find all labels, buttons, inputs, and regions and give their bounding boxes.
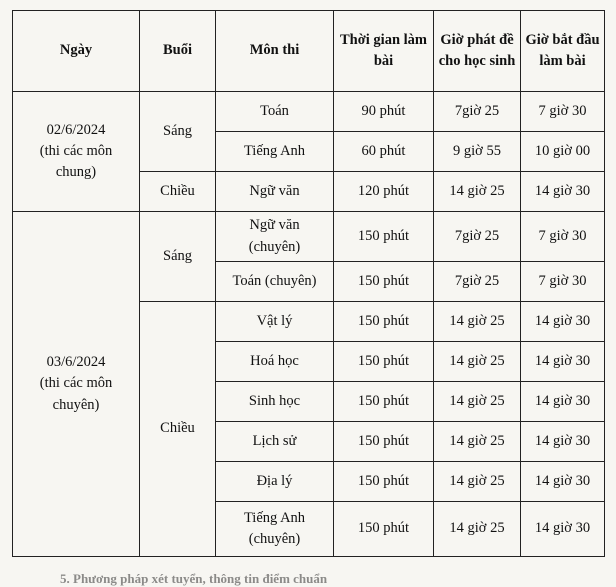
- subject-cell: Sinh học: [216, 382, 334, 422]
- start-cell: 14 giờ 30: [521, 502, 605, 557]
- subject-cell: Ngữ văn: [216, 172, 334, 212]
- start-cell: 14 giờ 30: [521, 462, 605, 502]
- distribute-cell: 14 giờ 25: [434, 462, 521, 502]
- session-cell: Sáng: [140, 92, 216, 172]
- header-date: Ngày: [13, 11, 140, 92]
- session-cell: Chiều: [140, 172, 216, 212]
- start-cell: 7 giờ 30: [521, 92, 605, 132]
- day-note: (thi các môn chuyên): [39, 375, 113, 413]
- duration-cell: 150 phút: [334, 342, 434, 382]
- distribute-cell: 14 giờ 25: [434, 302, 521, 342]
- session-cell: Sáng: [140, 212, 216, 302]
- start-cell: 14 giờ 30: [521, 302, 605, 342]
- distribute-cell: 14 giờ 25: [434, 422, 521, 462]
- header-session: Buổi: [140, 11, 216, 92]
- session-cell: Chiều: [140, 302, 216, 557]
- distribute-cell: 7giờ 25: [434, 262, 521, 302]
- day-date: 03/6/2024: [46, 354, 106, 371]
- day-date: 02/6/2024: [46, 121, 106, 138]
- header-duration: Thời gian làm bài: [334, 11, 434, 92]
- subject-cell: Hoá học: [216, 342, 334, 382]
- day-cell: [13, 212, 140, 557]
- duration-cell: 150 phút: [334, 262, 434, 302]
- distribute-cell: 14 giờ 25: [434, 342, 521, 382]
- subject-cell: Toán: [216, 92, 334, 132]
- day-cell: [13, 92, 140, 212]
- duration-cell: 120 phút: [334, 172, 434, 212]
- subject-cell: Vật lý: [216, 302, 334, 342]
- distribute-cell: 14 giờ 25: [434, 172, 521, 212]
- day-note: (thi các môn chung): [39, 142, 113, 180]
- duration-cell: 150 phút: [334, 212, 434, 262]
- duration-cell: 150 phút: [334, 302, 434, 342]
- start-cell: 14 giờ 30: [521, 422, 605, 462]
- header-distribute-time: Giờ phát đề cho học sinh: [434, 11, 521, 92]
- duration-cell: 150 phút: [334, 462, 434, 502]
- table-row: [13, 92, 605, 132]
- subject-cell: Lịch sử: [216, 422, 334, 462]
- subject-cell: Tiếng Anh: [216, 132, 334, 172]
- table-row: [13, 212, 605, 262]
- header-row: [13, 11, 605, 92]
- distribute-cell: 14 giờ 25: [434, 502, 521, 557]
- duration-cell: 90 phút: [334, 92, 434, 132]
- start-cell: 10 giờ 00: [521, 132, 605, 172]
- duration-cell: 60 phút: [334, 132, 434, 172]
- duration-cell: 150 phút: [334, 502, 434, 557]
- duration-cell: 150 phút: [334, 422, 434, 462]
- start-cell: 14 giờ 30: [521, 342, 605, 382]
- subject-cell: Tiếng Anh (chuyên): [216, 502, 334, 557]
- header-start-time: Giờ bắt đầu làm bài: [521, 11, 605, 92]
- distribute-cell: 7giờ 25: [434, 212, 521, 262]
- duration-cell: 150 phút: [334, 382, 434, 422]
- exam-schedule-table: [12, 10, 605, 557]
- footer-heading: 5. Phương pháp xét tuyển, thông tin điểm chuẩn: [60, 571, 328, 586]
- distribute-cell: 9 giờ 55: [434, 132, 521, 172]
- start-cell: 7 giờ 30: [521, 262, 605, 302]
- distribute-cell: 14 giờ 25: [434, 382, 521, 422]
- start-cell: 14 giờ 30: [521, 172, 605, 212]
- subject-cell: Địa lý: [216, 462, 334, 502]
- distribute-cell: 7giờ 25: [434, 92, 521, 132]
- subject-cell: Ngữ văn (chuyên): [216, 212, 334, 262]
- header-subject: Môn thi: [216, 11, 334, 92]
- subject-cell: Toán (chuyên): [216, 262, 334, 302]
- start-cell: 7 giờ 30: [521, 212, 605, 262]
- start-cell: 14 giờ 30: [521, 382, 605, 422]
